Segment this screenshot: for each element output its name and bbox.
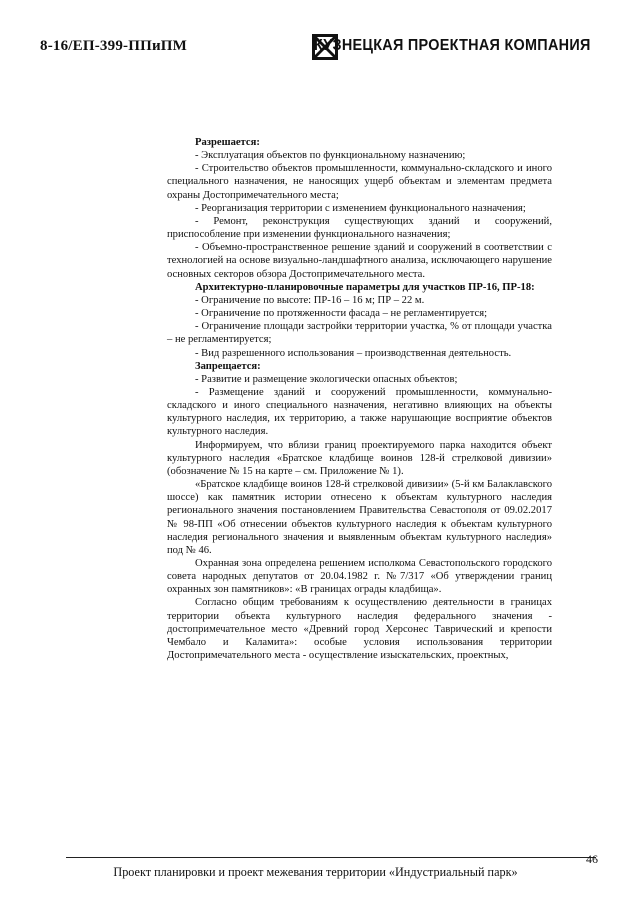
paragraph: - Ремонт, реконструкция существующих зданий и сооружений, приспособление при изменении функционального назначения;: [167, 215, 552, 241]
footer-title: Проект планировки и проект межевания территории «Индустриальный парк»: [113, 865, 518, 879]
paragraph: - Объемно-пространственное решение зданий и сооружений в соответствии с технологией на основе визуально-ландшафтного анализа, исключающего нарушение основных секторов обзора Достопримечательного места.: [167, 242, 552, 280]
paragraph: Согласно общим требованиям к осуществлению деятельности в границах территории объекта культурного наследия федерального значения - достопримечательное место «Древний город Херсонес Таврический и крепости Чембало и Каламита»: особые условия использования территории Достопримечательного места - осуществление изыскательских, проектных,: [167, 597, 552, 662]
paragraph: Информируем, что вблизи границ проектируемого парка находится объект культурного наследия «Братское кладбище воинов 128-й стрелковой дивизии» (обозначение № 15 на карте – см. Приложение № 1).: [167, 439, 552, 477]
paragraph: - Реорганизация территории с изменением функционального назначения;: [195, 202, 526, 214]
paragraph: - Размещение зданий и сооружений промышленности, коммунально-складского и иного специального назначения, негативно влияющих на объекты культурного наследия, их территорию, а также нарушающие восприятие объектов культурного наследия.: [167, 386, 552, 438]
footer-divider: [66, 857, 596, 858]
paragraph: - Вид разрешенного использования – производственная деятельность.: [195, 347, 512, 359]
paragraph: - Развитие и размещение экологически опасных объектов;: [195, 373, 458, 385]
allowed-heading: Разрешается:: [195, 137, 260, 148]
paragraph: Охранная зона определена решением исполкома Севастопольского городского совета народных депутатов от 20.04.1982 г. №7/317 «Об утверждении границ охранных зон памятников»: «В границах ограды кладбища».: [167, 558, 552, 596]
company-name: КУЗНЕЦКАЯ ПРОЕКТНАЯ КОМПАНИЯ: [314, 37, 591, 54]
page-header: [40, 34, 591, 58]
document-code: 8-16/ЕП-399-ППиПМ: [40, 38, 188, 54]
paragraph: - Ограничение площади застройки территории участка, % от площади участка – не регламентируется;: [167, 321, 552, 346]
document-body: [167, 136, 552, 662]
paragraph: - Строительство объектов промышленности, коммунально-складского и иного специального назначения, не наносящих ущерб объектам и элементам предмета охраны Достопримечательного места;: [167, 163, 552, 201]
paragraph: - Ограничение по высоте: ПР-16 – 16 м; ПР – 22 м.: [195, 294, 425, 306]
page-number: 46: [586, 852, 598, 866]
paragraph: - Ограничение по протяженности фасада – не регламентируется;: [195, 308, 488, 320]
paragraph: «Братское кладбище воинов 128-й стрелковой дивизии» (5-й км Балаклавского шоссе) как памятник истории отнесено к объектам культурного наследия регионального значения постановлением Правительства Севастополя от 09.02.2017 № 98-ПП «Об отнесении объектов культурного наследия к объектам культурного наследия регионального значения и выявленным объектам культурного наследия» под № 46.: [167, 479, 552, 556]
prohibited-heading: Запрещается:: [195, 360, 261, 372]
paragraph: - Эксплуатация объектов по функциональному назначению;: [195, 150, 466, 162]
parameters-heading: Архитектурно-планировочные параметры для участков ПР-16, ПР-18:: [195, 281, 535, 293]
